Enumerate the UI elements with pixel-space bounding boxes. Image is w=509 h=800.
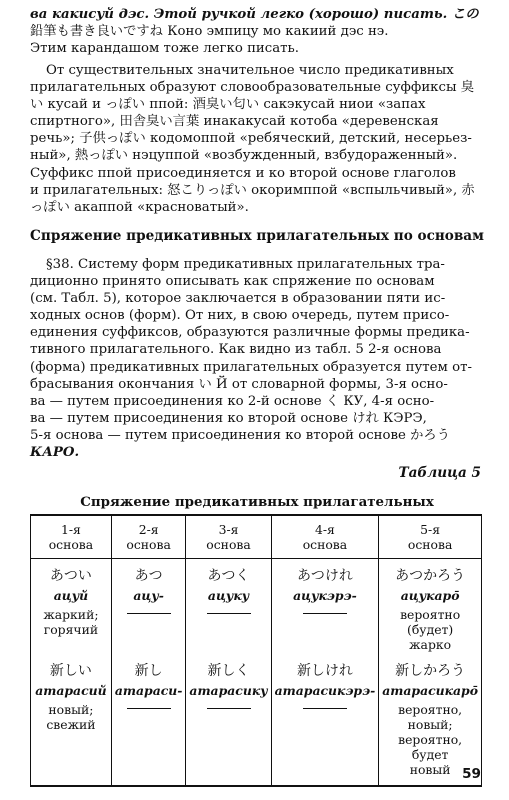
table-title: Спряжение предикативных прилагательных [80, 494, 434, 510]
text-line: っぽい акаппой «красноватый». [30, 199, 249, 215]
header-cell: 4-я основа [271, 515, 379, 559]
text-line: тивного прилагательного. Как видно из табл. 5 2-я основа [30, 342, 442, 358]
empty-dash [127, 613, 171, 614]
text-line: и прилагательных: 怒こりっぽい окоримппой «вспыльчивый», 赤 [30, 182, 475, 198]
header-cell: 1-я основа [31, 515, 112, 559]
header-cell: 2-я основа [111, 515, 186, 559]
reading: ацуку [207, 588, 250, 603]
japanese-form: あつかろう [395, 568, 466, 584]
page-number: 59 [462, 766, 481, 782]
reading: ацукэрэ- [293, 588, 357, 603]
table-cell [271, 654, 379, 786]
text-line: ва — путем присоединения ко второй основе けれ КЭРЭ, [30, 410, 427, 426]
text-line: единения суффиксов, образуются различные формы предика- [30, 325, 470, 341]
meaning: новый; свежий [46, 702, 96, 732]
meaning: вероятно (будет) жарко [400, 607, 461, 652]
section-heading: Спряжение предикативных прилагательных по основам [30, 228, 484, 244]
table-row [31, 559, 482, 655]
header-cell: 3-я основа [186, 515, 271, 559]
text-line: диционно принято описывать как спряжение по основам [30, 274, 435, 290]
table-number: Таблица 5 [398, 465, 481, 481]
text-line: (см. Табл. 5), которое заключается в образовании пяти ис- [30, 291, 446, 307]
empty-dash [127, 708, 171, 709]
text-line: ходных основ (форм). От них, в свою очередь, путем присо- [30, 308, 450, 324]
japanese-form: 新し [134, 663, 163, 679]
reading: атарасикаро̄ [382, 683, 478, 698]
japanese-form: 新しかろう [395, 663, 466, 679]
reading: атарасику [189, 683, 268, 698]
text-line: 鉛筆も書き良いですね Коно эмпицу мо какиий дэс нэ. [30, 24, 389, 40]
table-cell [186, 559, 271, 655]
text-line: брасывания окончания い Й от словарной формы, 3-я осно- [30, 376, 448, 392]
empty-dash [303, 613, 347, 614]
text-line: 5-я основа — путем присоединения ко второй основе かろう [30, 427, 451, 443]
text-line: ва какисуй дэс. Этой ручкой легко (хорошо) писать. この [30, 7, 479, 22]
text-line: い кусай и っぽい ппой: 酒臭い匂い сакэкусай ниои «запах [30, 97, 426, 113]
text-line: ный», 熱っぽい нэцуппой «возбужденный, взбудораженный». [30, 148, 458, 164]
empty-dash [303, 708, 347, 709]
empty-dash [207, 613, 251, 614]
japanese-form: 新しく [207, 663, 250, 679]
text-line: речь»; 子供っぽい кодомоппой «ребяческий, детский, несерьез- [30, 131, 472, 147]
table-cell [271, 559, 379, 655]
paragraph-top [30, 6, 484, 57]
japanese-form: あつ [134, 568, 163, 584]
text-line: ва — путем присоединения ко 2-й основе く КУ, 4-я осно- [30, 393, 435, 409]
japanese-form: 新しい [49, 663, 92, 679]
meaning: вероятно, новый; вероятно, будет новый [398, 702, 463, 777]
table-cell [111, 654, 186, 786]
text-line: Этим карандашом тоже легко писать. [30, 41, 299, 57]
header-cell: 5-я основа [379, 515, 482, 559]
text-line: (форма) предикативных прилагательных образуется путем от- [30, 359, 472, 375]
text-line: §38. Систему форм предикативных прилагательных тра- [46, 257, 445, 272]
conjugation-table [30, 514, 482, 787]
reading: ацу- [133, 588, 164, 603]
japanese-form: 新しけれ [296, 663, 353, 679]
table-row [31, 654, 482, 786]
reading: ацукаро̄ [400, 588, 460, 603]
reading: ацуй [53, 588, 89, 603]
text-line: От существительных значительное число предикативных [46, 63, 454, 78]
table-header-row [31, 515, 482, 559]
reading: атарасикэрэ- [274, 683, 376, 698]
text-line: прилагательных образуют словообразовательные суффиксы 臭 [30, 80, 475, 96]
text-line: спиртного», 田舎臭い言葉 инакакусай котоба «деревенская [30, 114, 439, 130]
paragraph-suffix [30, 62, 484, 216]
japanese-form: あつけれ [296, 568, 353, 584]
text-line: КАРО. [30, 445, 80, 461]
paragraph-38 [30, 256, 484, 461]
reading: атараси- [114, 683, 183, 698]
japanese-form: あつい [49, 568, 92, 584]
table-cell [111, 559, 186, 655]
text-line: Суффикс ппой присоединяется и ко второй основе глаголов [30, 165, 456, 181]
table-cell [31, 654, 112, 786]
table-cell [31, 559, 112, 655]
empty-dash [207, 708, 251, 709]
reading: атарасий [35, 683, 107, 698]
table-cell [186, 654, 271, 786]
japanese-form: あつく [207, 568, 250, 584]
table-cell [379, 559, 482, 655]
meaning: жаркий; горячий [43, 607, 99, 637]
